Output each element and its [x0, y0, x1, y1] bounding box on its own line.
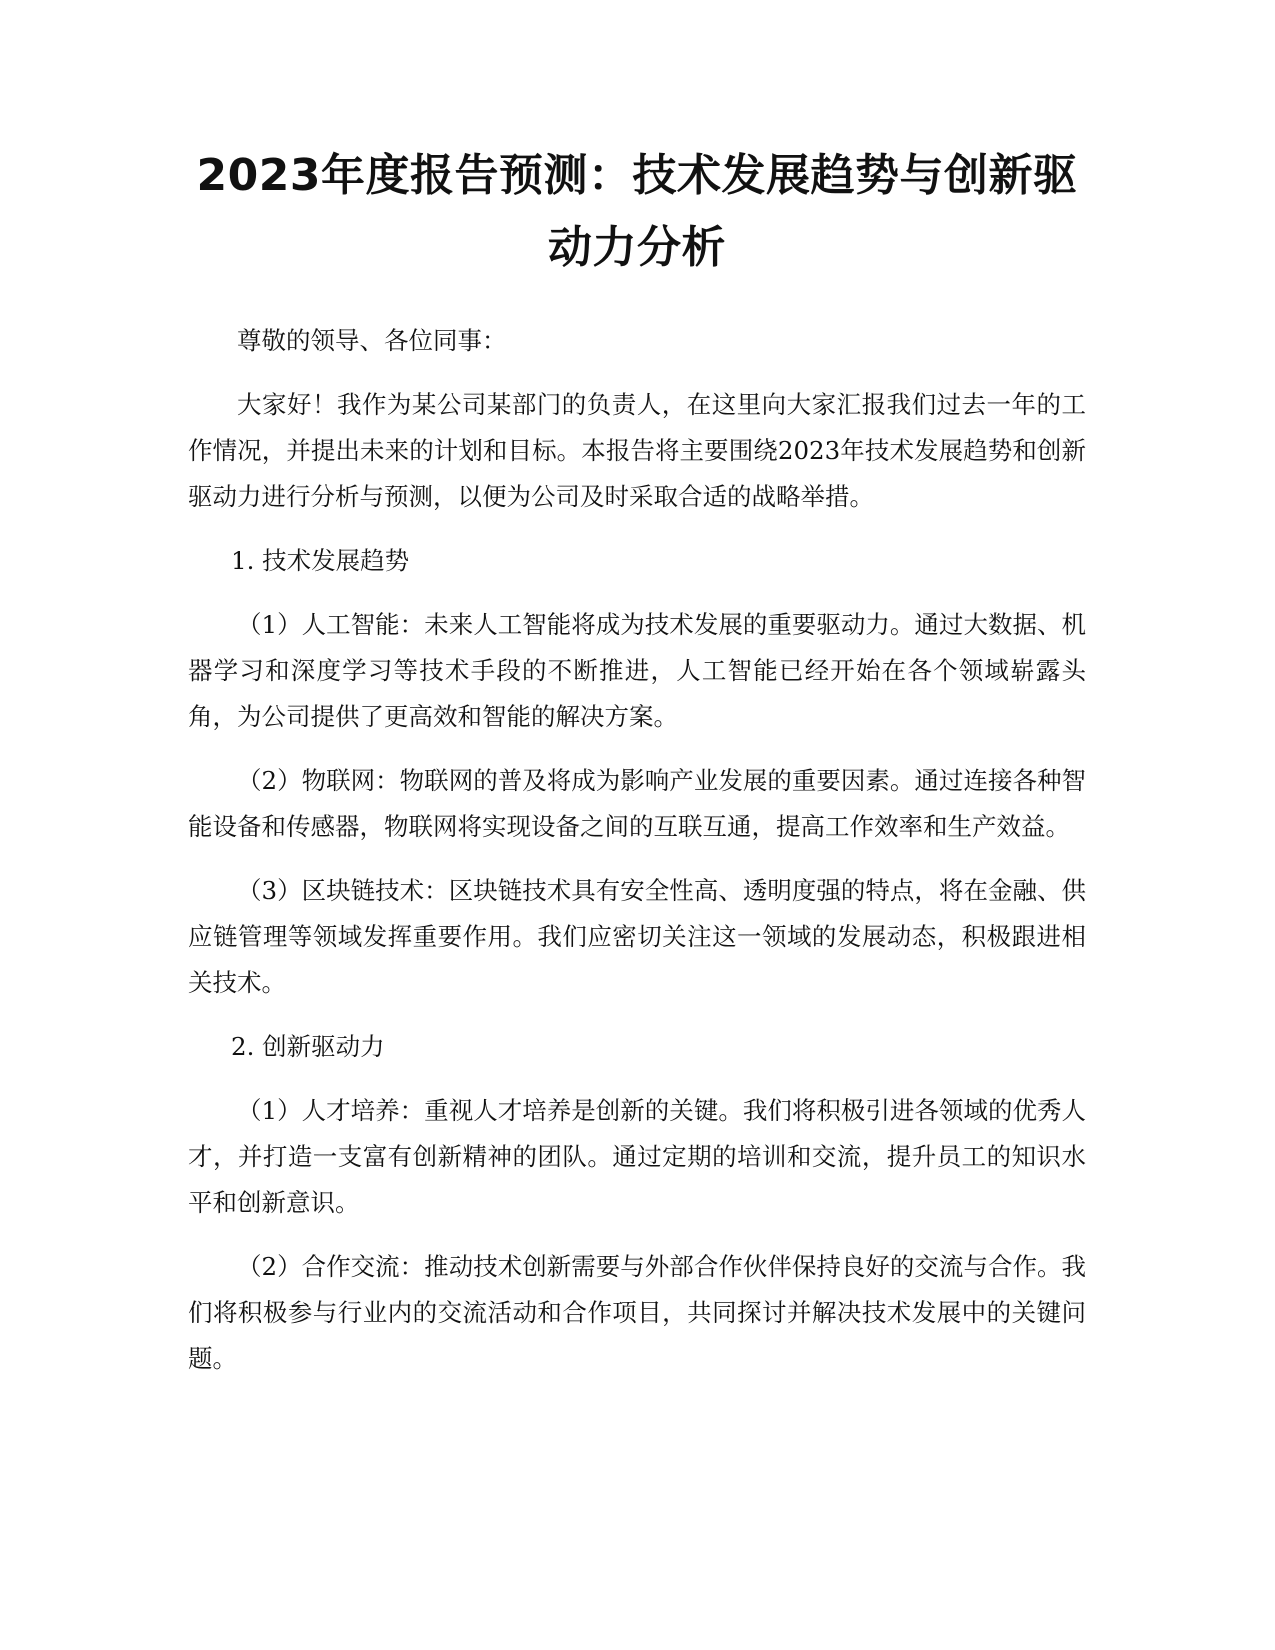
section-heading-innovation: 2. 创新驱动力 — [231, 1032, 385, 1061]
paragraph-cooperation: （2）合作交流：推动技术创新需要与外部合作伙伴保持良好的交流与合作。我们将积极参与行业内的交流活动和合作项目，共同探讨并解决技术发展中的关键问题。 — [188, 1252, 1086, 1373]
document-body — [188, 140, 1086, 1400]
paragraph-iot: （2）物联网：物联网的普及将成为影响产业发展的重要因素。通过连接各种智能设备和传感器，物联网将实现设备之间的互联互通，提高工作效率和生产效益。 — [188, 766, 1086, 841]
intro-paragraph: 大家好！我作为某公司某部门的负责人，在这里向大家汇报我们过去一年的工作情况，并提出未来的计划和目标。本报告将主要围绕2023年技术发展趋势和创新驱动力进行分析与预测，以便为公司及时采取合适的战略举措。 — [188, 390, 1086, 511]
paragraph-blockchain: （3）区块链技术：区块链技术具有安全性高、透明度强的特点，将在金融、供应链管理等领域发挥重要作用。我们应密切关注这一领域的发展动态，积极跟进相关技术。 — [188, 876, 1086, 997]
document-title: 2023年度报告预测：技术发展趋势与创新驱动力分析 — [196, 150, 1078, 273]
section-heading-tech-trends: 1. 技术发展趋势 — [231, 546, 410, 575]
greeting: 尊敬的领导、各位同事： — [237, 326, 507, 355]
paragraph-ai: （1）人工智能：未来人工智能将成为技术发展的重要驱动力。通过大数据、机器学习和深度学习等技术手段的不断推进，人工智能已经开始在各个领域崭露头角，为公司提供了更高效和智能的解决方案。 — [188, 610, 1086, 731]
paragraph-talent: （1）人才培养：重视人才培养是创新的关键。我们将积极引进各领域的优秀人才，并打造一支富有创新精神的团队。通过定期的培训和交流，提升员工的知识水平和创新意识。 — [188, 1096, 1086, 1217]
